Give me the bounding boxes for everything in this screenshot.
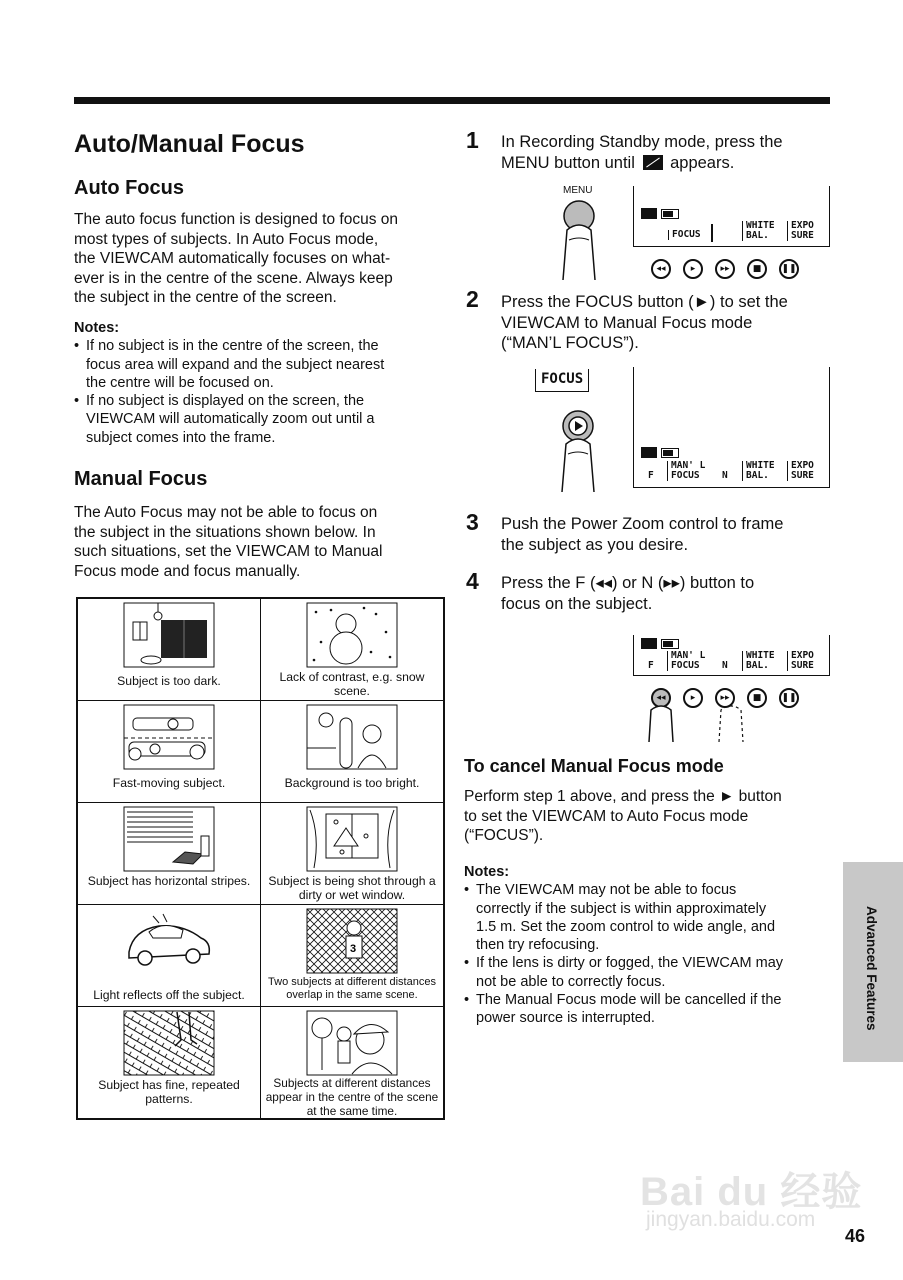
step-3-text: Push the Power Zoom control to frame the subject as you desire.: [501, 515, 784, 554]
lcd-far-label: F: [648, 660, 654, 671]
parquet-floor-illustration: [123, 1010, 215, 1076]
finger-press-menu-icon: [555, 200, 607, 282]
section-side-tab: [843, 862, 903, 1062]
menu-label: MENU: [563, 185, 593, 196]
auto-focus-paragraph: The auto focus function is designed to focus on most types of subjects. In Auto Focus mode, the VIEWCAM automatically focuses on what- ever is in the centre of the scene. Always keep the subject in the centre of the screen.: [74, 211, 398, 306]
two-distances-illustration: [306, 1010, 398, 1076]
step-number: 2: [466, 286, 479, 312]
situation-caption: Light reflects off the subject.: [93, 988, 245, 1002]
near-focus-button[interactable]: ▸▸: [715, 688, 735, 708]
situation-caption: Subject is too dark.: [117, 674, 221, 688]
battery-icon: [661, 639, 679, 649]
situation-cell: [77, 905, 261, 1007]
battery-icon: [661, 209, 679, 219]
situation-cell: [261, 803, 445, 905]
step-4-text: Press the F (◂◂) or N (▸▸) button to focus on the subject.: [501, 574, 755, 613]
cancel-paragraph: Perform step 1 above, and press the ► button to set the VIEWCAM to Auto Focus mode (“FOCUS”).: [464, 788, 782, 844]
rewind-button[interactable]: ◂◂: [651, 259, 671, 279]
step-number: 4: [466, 568, 479, 594]
situation-cell: [77, 1007, 261, 1120]
lcd-menu-screen: [633, 186, 830, 247]
situation-cell: [261, 1007, 445, 1120]
situation-caption: Subject has fine, repeated patterns.: [98, 1078, 240, 1106]
snowman-illustration: [306, 602, 398, 668]
fingers-press-focus-icon: [645, 704, 755, 744]
watermark-url: jingyan.baidu.com: [646, 1208, 816, 1231]
auto-focus-heading: Auto Focus: [74, 177, 184, 199]
note-item: • If the lens is dirty or fogged, the VIEWCAM may not be able to correctly focus.: [464, 954, 836, 991]
svg-text:3: 3: [350, 943, 357, 955]
situation-caption: Background is too bright.: [284, 776, 420, 790]
note-item: • The Manual Focus mode will be cancelled if the power source is interrupted.: [464, 991, 836, 1028]
manual-focus-paragraph: The Auto Focus may not be able to focus on the subject in the situations shown below. In such situations, set the VIEWCAM to Manual Focus mode and focus manually.: [74, 504, 383, 580]
play-button[interactable]: ▸: [683, 688, 703, 708]
note-item: • The VIEWCAM may not be able to focus correctly if the subject is within approximately 1.5 m. Set the zoom control to wide angle, and then try refocusing.: [464, 881, 836, 954]
step-2-text: Press the FOCUS button (►) to set the VIEWCAM to Manual Focus mode (“MAN’L FOCUS”).: [501, 293, 788, 352]
far-focus-button[interactable]: ◂◂: [651, 688, 671, 708]
bright-background-illustration: [306, 704, 398, 770]
lcd-far-label: F: [648, 470, 654, 481]
lcd-manual-focus-label: MAN' L FOCUS: [667, 461, 705, 481]
recording-menu-icon: [643, 155, 663, 170]
pause-button[interactable]: ❚❚: [779, 688, 799, 708]
lcd-manual-focus-screen: [633, 367, 830, 488]
situation-cell: [77, 803, 261, 905]
wet-window-illustration: [306, 806, 398, 872]
auto-focus-notes: Notes: • If no subject is in the centre of the screen, the focus area will expand and the subject nearest the centre will be focused on. • If no subject is displayed on the screen, the VIEWCAM will automatically zoom out until a subject comes into the frame.: [74, 319, 446, 447]
situation-cell: [261, 598, 445, 701]
lcd-white-balance-label: WHITE BAL.: [742, 461, 775, 481]
situations-table: [76, 597, 445, 1120]
lcd-manual-focus-label: MAN' L FOCUS: [667, 651, 705, 671]
situation-caption: Subject has horizontal stripes.: [87, 874, 251, 888]
page-title: Auto/Manual Focus: [74, 130, 305, 158]
note-item: • If no subject is in the centre of the screen, the focus area will expand and the subject nearest the centre will be focused on.: [74, 337, 446, 392]
top-rule: [74, 97, 830, 104]
lcd-manual-focus-screen: [633, 635, 830, 676]
note-item: • If no subject is displayed on the screen, the VIEWCAM will automatically zoom out until a subject comes into the frame.: [74, 392, 446, 447]
situation-cell: [77, 598, 261, 701]
situation-cell: [77, 701, 261, 803]
finger-press-play-icon: [556, 408, 608, 494]
step-number: 3: [466, 509, 479, 535]
recording-menu-icon: [641, 447, 657, 458]
lcd-near-label: N: [722, 470, 728, 481]
recording-menu-icon: [641, 208, 657, 219]
page-number: 46: [845, 1226, 866, 1246]
step-number: 1: [466, 127, 479, 153]
step-1-text: In Recording Standby mode, press the MENU button until appears.: [501, 133, 783, 172]
section-side-tab-label: Advanced Features: [864, 906, 879, 1031]
recording-menu-icon: [641, 638, 657, 649]
situation-caption: Subject is being shot through a dirty or wet window.: [268, 874, 436, 902]
cancel-heading: To cancel Manual Focus mode: [464, 756, 724, 776]
lcd-white-balance-label: WHITE BAL.: [742, 221, 775, 241]
fence-player-illustration: [306, 908, 398, 974]
lcd-exposure-label: EXPO SURE: [787, 651, 814, 671]
manual-focus-heading: Manual Focus: [74, 468, 208, 490]
cancel-notes: Notes: • The VIEWCAM may not be able to focus correctly if the subject is within approximately 1.5 m. Set the zoom control to wide angle, and then try refocusing. • If the lens is dirty or fogged, the VIEWCAM may not be able to correctly focus. • The Manual Focus mode will be cancelled if the power source is interrupted.: [464, 863, 836, 1028]
situation-cell: [261, 905, 445, 1007]
lcd-white-balance-label: WHITE BAL.: [742, 651, 775, 671]
horizontal-stripes-illustration: [123, 806, 215, 872]
pause-button[interactable]: ❚❚: [779, 259, 799, 279]
lcd-exposure-label: EXPO SURE: [787, 461, 814, 481]
focus-button-label: FOCUS: [535, 369, 589, 392]
stop-button[interactable]: ■: [747, 688, 767, 708]
battery-icon: [661, 448, 679, 458]
fast-forward-button[interactable]: ▸▸: [715, 259, 735, 279]
situation-caption: Fast-moving subject.: [112, 776, 226, 790]
stop-button[interactable]: ■: [747, 259, 767, 279]
transport-button-row: [651, 259, 799, 279]
dark-room-illustration: [123, 602, 215, 668]
watermark-logo: Bai du 经验: [640, 1170, 863, 1214]
situation-caption: Lack of contrast, e.g. snow scene.: [279, 670, 425, 698]
lcd-near-label: N: [722, 660, 728, 671]
situation-caption: Subjects at different distances appear in the centre of the scene at the same time.: [265, 1076, 439, 1118]
situation-cell: [261, 701, 445, 803]
lcd-focus-label: FOCUS: [668, 230, 701, 240]
shiny-car-illustration: [123, 908, 215, 974]
situation-caption: Two subjects at different distances overlap in the same scene.: [268, 976, 436, 1001]
lcd-exposure-label: EXPO SURE: [787, 221, 814, 241]
play-button[interactable]: ▸: [683, 259, 703, 279]
race-cars-illustration: [123, 704, 215, 770]
